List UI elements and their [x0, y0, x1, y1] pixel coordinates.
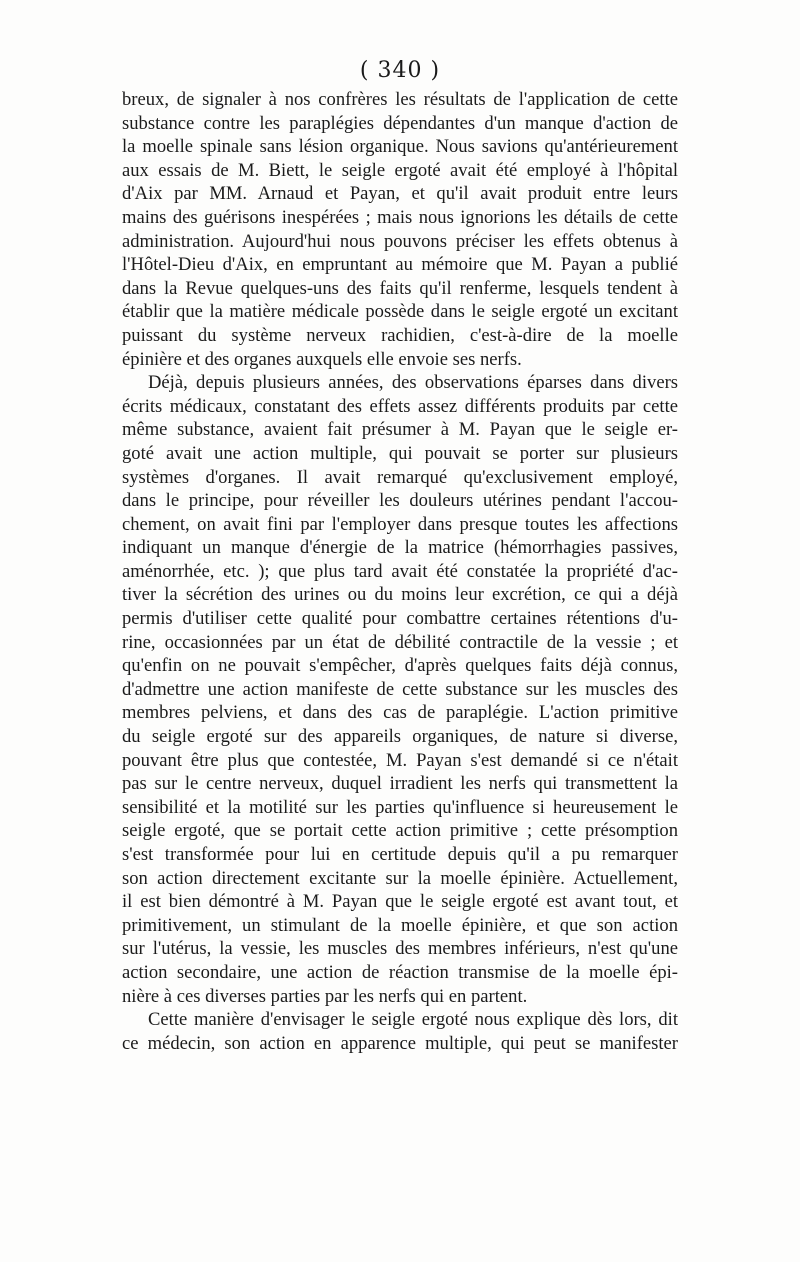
- text-line: tiver la sécrétion des urines ou du moins leur excrétion, ce qui a déjà: [122, 584, 678, 606]
- text-line: pouvant être plus que contestée, M. Payan s'est demandé si ce n'était: [122, 749, 678, 771]
- text-line: sensibilité et la motilité sur les parties qu'influence si heureusement le: [122, 796, 678, 818]
- paragraph: [122, 1008, 678, 1055]
- text-line: chement, on avait fini par l'employer dans presque toutes les affections: [122, 513, 678, 535]
- text-line: permis d'utiliser cette qualité pour combattre certaines rétentions d'u-: [122, 608, 678, 630]
- text-line: rine, occasionnées par un état de débilité contractile de la vessie ; et: [122, 631, 678, 653]
- paragraph: [122, 371, 678, 1008]
- text-line: écrits médicaux, constatant des effets assez différents produits par cette: [122, 395, 678, 417]
- page-number: ( 340 ): [359, 58, 441, 83]
- text-line: Cette manière d'envisager le seigle ergoté nous explique dès lors, dit: [148, 1009, 678, 1031]
- text-line: administration. Aujourd'hui nous pouvons préciser les effets obtenus à: [122, 230, 678, 252]
- text-line: mains des guérisons inespérées ; mais nous ignorions les détails de cette: [122, 206, 678, 228]
- text-line: substance contre les paraplégies dépendantes d'un manque d'action de: [122, 112, 678, 134]
- text-line: même substance, avaient fait présumer à M. Payan que le seigle er-: [122, 419, 678, 441]
- text-line: du seigle ergoté sur des appareils organiques, de nature si diverse,: [122, 726, 678, 748]
- text-line: goté avait une action multiple, qui pouvait se porter sur plusieurs: [122, 442, 678, 464]
- text-line: établir que la matière médicale possède dans le seigle ergoté un excitant: [122, 301, 678, 323]
- text-line: son action directement excitante sur la moelle épinière. Actuellement,: [122, 867, 678, 889]
- text-line: l'Hôtel-Dieu d'Aix, en empruntant au mémoire que M. Payan a publié: [122, 254, 678, 276]
- text-line: puissant du système nerveux rachidien, c'est-à-dire de la moelle: [122, 324, 678, 346]
- text-line: dans le principe, pour réveiller les douleurs utérines pendant l'accou-: [122, 490, 678, 512]
- paragraph: [122, 88, 678, 371]
- text-line: d'Aix par MM. Arnaud et Payan, et qu'il avait produit entre leurs: [122, 183, 678, 205]
- text-line: nière à ces diverses parties par les nerfs qui en partent.: [122, 985, 528, 1007]
- text-line: qu'enfin on ne pouvait s'empêcher, d'après quelques faits déjà connus,: [122, 655, 678, 677]
- text-line: indiquant un manque d'énergie de la matrice (hémorrhagies passives,: [122, 537, 678, 559]
- text-line: breux, de signaler à nos confrères les résultats de l'application de cette: [122, 89, 678, 110]
- text-line: d'admettre une action manifeste de cette substance sur les muscles des: [122, 678, 678, 700]
- text-line: s'est transformée pour lui en certitude depuis qu'il a pu remarquer: [122, 844, 678, 865]
- text-line: aux essais de M. Biett, le seigle ergoté avait été employé à l'hôpital: [122, 159, 678, 181]
- body-text: [122, 88, 678, 1055]
- text-line: dans la Revue quelques-uns des faits qu'il renferme, lesquels tendent à: [122, 277, 678, 299]
- text-line: membres pelviens, et dans des cas de paraplégie. L'action primitive: [122, 702, 678, 724]
- text-line: ce médecin, son action en apparence multiple, qui peut se manifester: [122, 1032, 678, 1054]
- text-line: la moelle spinale sans lésion organique. Nous savions qu'antérieurement: [122, 136, 678, 158]
- text-line: systèmes d'organes. Il avait remarqué qu'exclusivement employé,: [122, 466, 678, 488]
- text-line: sur l'utérus, la vessie, les muscles des membres inférieurs, n'est qu'une: [122, 938, 678, 960]
- text-line: pas sur le centre nerveux, duquel irradient les nerfs qui transmettent la: [122, 773, 678, 795]
- text-line: primitivement, un stimulant de la moelle épinière, et que son action: [122, 914, 678, 936]
- text-line: action secondaire, une action de réaction transmise de la moelle épi-: [122, 961, 678, 983]
- text-line: Déjà, depuis plusieurs années, des observations éparses dans divers: [148, 372, 678, 394]
- text-line: épinière et des organes auxquels elle envoie ses nerfs.: [122, 348, 522, 370]
- text-line: il est bien démontré à M. Payan que le seigle ergoté est avant tout, et: [122, 891, 678, 913]
- text-line: seigle ergoté, que se portait cette action primitive ; cette présomption: [122, 820, 678, 842]
- text-line: aménorrhée, etc. ); que plus tard avait été constatée la propriété d'ac-: [122, 560, 678, 582]
